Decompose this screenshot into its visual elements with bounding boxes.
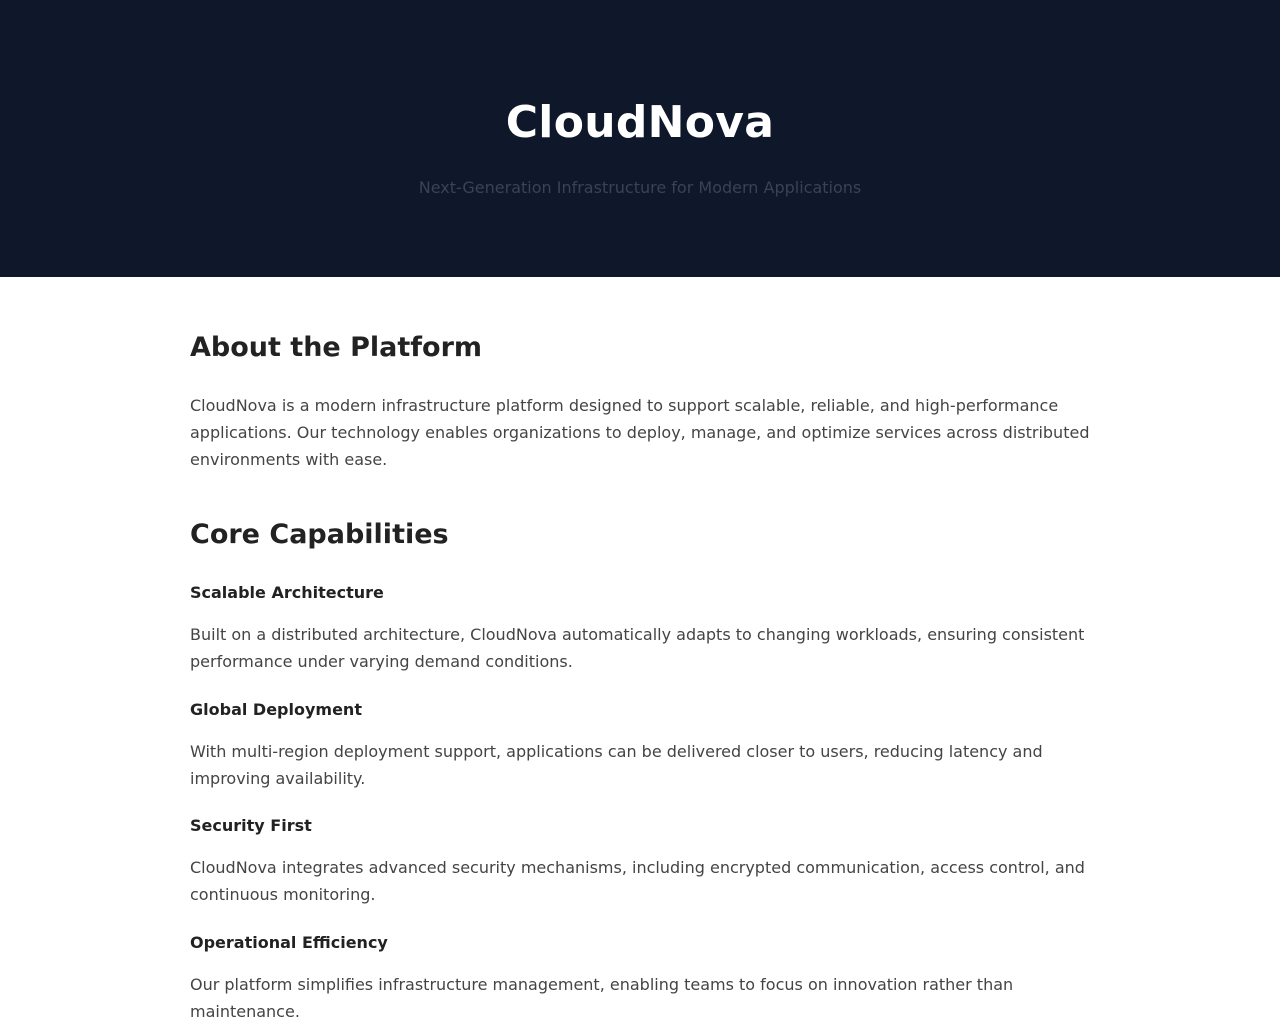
capability-description: With multi-region deployment support, applications can be delivered closer to users, reducing latency and improving availability.	[190, 742, 1043, 788]
about-description: CloudNova is a modern infrastructure platform designed to support scalable, reliable, and high-performance applications. Our technology enables organizations to deploy, manage, and optimize services across distributed environments with ease.	[190, 396, 1090, 469]
site-tagline: Next-Generation Infrastructure for Modern Applications	[418, 178, 862, 197]
capability-title: Scalable Architecture	[190, 583, 384, 602]
hero-banner	[0, 0, 1280, 277]
capability-description: Our platform simplifies infrastructure management, enabling teams to focus on innovation rather than maintenance.	[190, 975, 1014, 1021]
capabilities-heading: Core Capabilities	[190, 519, 449, 550]
site-title: CloudNova	[505, 97, 775, 148]
capability-description: Built on a distributed architecture, CloudNova automatically adapts to changing workloads, ensuring consistent performance under varying demand conditions.	[190, 625, 1085, 671]
about-heading: About the Platform	[190, 332, 483, 363]
capability-title: Global Deployment	[190, 700, 362, 719]
capability-title: Operational Efficiency	[190, 933, 388, 952]
capability-title: Security First	[190, 816, 312, 835]
capability-description: CloudNova integrates advanced security mechanisms, including encrypted communication, access control, and continuous monitoring.	[190, 858, 1085, 904]
